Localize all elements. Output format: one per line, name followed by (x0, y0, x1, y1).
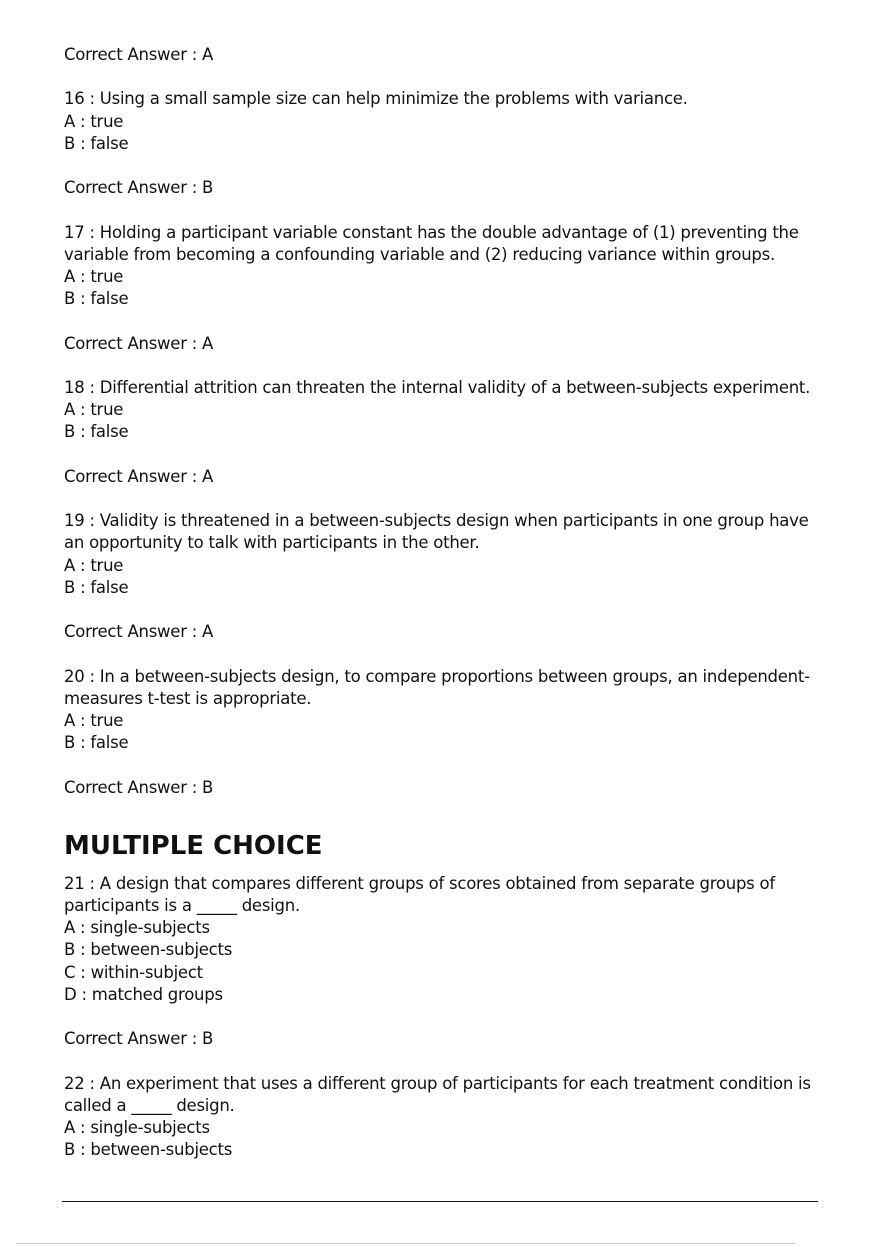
question-block-16 (64, 88, 824, 199)
correct-answer: Correct Answer : B (64, 1029, 214, 1049)
option-a: A : true (64, 266, 124, 286)
option-a: A : true (64, 710, 124, 730)
question-block-18 (64, 377, 824, 488)
question-text: 22 : An experiment that uses a different group of participants for each treatment condition is called a _____ design. (64, 1073, 811, 1115)
option-b: B : false (64, 289, 129, 309)
option-a: A : single-subjects (64, 1117, 210, 1137)
correct-answer: Correct Answer : A (64, 45, 214, 64)
page-bottom-divider (16, 1243, 796, 1244)
option-b: B : false (64, 422, 129, 442)
question-block-22 (64, 1073, 824, 1162)
correct-answer: Correct Answer : B (64, 777, 214, 797)
correct-answer: Correct Answer : B (64, 178, 214, 198)
question-block-21 (64, 873, 824, 1051)
option-b: B : false (64, 133, 129, 153)
section-title: MULTIPLE CHOICE (64, 830, 323, 861)
question-text: 21 : A design that compares different groups of scores obtained from separate groups of participants is a _____ design. (64, 873, 775, 915)
option-a: A : single-subjects (64, 918, 210, 938)
footer-divider (62, 1201, 818, 1202)
option-a: A : true (64, 400, 124, 420)
question-text: 20 : In a between-subjects design, to compare proportions between groups, an independent-measures t-test is appropriate. (64, 666, 810, 708)
option-b: B : false (64, 577, 129, 597)
document-body (64, 44, 824, 1161)
question-text: 19 : Validity is threatened in a between-subjects design when participants in one group have an opportunity to talk with participants in the other. (64, 511, 809, 553)
question-block-19 (64, 510, 824, 643)
question-text: 18 : Differential attrition can threaten the internal validity of a between-subjects experiment. (64, 377, 811, 397)
option-b: B : between-subjects (64, 1140, 233, 1160)
correct-answer: Correct Answer : A (64, 622, 214, 642)
option-b: B : false (64, 733, 129, 753)
question-block-20 (64, 666, 824, 799)
option-a: A : true (64, 555, 124, 575)
option-b: B : between-subjects (64, 940, 233, 960)
correct-answer: Correct Answer : A (64, 333, 214, 353)
question-block-17 (64, 222, 824, 355)
question-text: 16 : Using a small sample size can help minimize the problems with variance. (64, 89, 688, 109)
option-a: A : true (64, 111, 124, 131)
correct-answer: Correct Answer : A (64, 466, 214, 486)
option-d: D : matched groups (64, 984, 223, 1004)
question-text: 17 : Holding a participant variable constant has the double advantage of (1) preventing the variable from becoming a confounding variable and (2) reducing variance within groups. (64, 222, 799, 264)
option-c: C : within-subject (64, 962, 203, 982)
